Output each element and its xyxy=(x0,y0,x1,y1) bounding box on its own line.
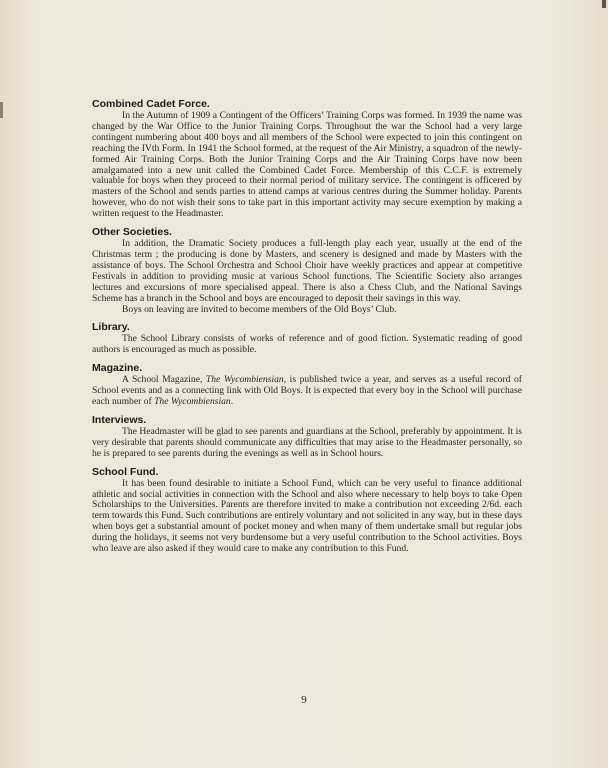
section-heading: Combined Cadet Force. xyxy=(92,98,210,110)
section-paragraph: In the Autumn of 1909 a Contingent of the Officers’ Training Corps was formed. In 1939 the name was changed by the War Office to the Junior Training Corps. Throughout the war the School had a very large contingent numbering about 400 boys and all members of the School were expected to join this contingent on reaching the IVth Form. In 1941 the School formed, at the request of the Air Ministry, a squadron of the newly-formed Air Training Corps. Both the Junior Training Corps and the Air Training Corps have now been amalgamated into a new unit called the Combined Cadet Force. Membership of this C.C.F. is extremely valuable for boys when they proceed to their normal period of military service. The contingent is officered by masters of the School and sends parties to attend camps at various centres during the Summer holiday. Parents however, who do not wish their sons to take part in this important activity may secure exemption by making a written request to the Headmaster. xyxy=(92,110,522,220)
section-paragraph: In addition, the Dramatic Society produces a full-length play each year, usually at the end of the Christmas term ; the producing is done by Masters, and scenery is designed and made by Masters with the assistance of boys. The School Orchestra and School Choir have weekly practices and appear at competitive Festivals in addition to providing music at various School functions. The Scientific Society also arranges lectures and excursions of more specialised appeal. There is also a Chess Club, and the National Savings Scheme has a branch in the School and boys are encouraged to deposit their savings in this way. xyxy=(92,238,522,304)
section-heading: School Fund. xyxy=(92,465,159,478)
section-interviews xyxy=(92,414,522,460)
section-paragraph: Boys on leaving are invited to become members of the Old Boys’ Club. xyxy=(122,303,397,315)
section-heading: Magazine. xyxy=(92,362,143,375)
section-paragraph: The School Library consists of works of reference and of good fiction. Systematic reading of good authors is encouraged as much as possible. xyxy=(92,333,522,356)
paragraph-text: , is published twice a year, and serves as a useful record of School events and as a connecting link with Old Boys. It is expected that every boy in the School will purchase each number of xyxy=(92,374,522,408)
section-heading: Library. xyxy=(92,321,130,334)
section-paragraph: The Headmaster will be glad to see parents and guardians at the School, preferably by appointment. It is very desirable that parents should communicate any difficulties that may arise to the Headmaster personally, so he is prepared to see parents during the evenings as well as in School hours. xyxy=(92,425,522,459)
page-body xyxy=(92,98,522,561)
paragraph-text: . xyxy=(230,396,234,408)
section-magazine xyxy=(92,362,522,408)
scan-corner-mark xyxy=(602,0,606,8)
page-number: 9 xyxy=(301,694,307,706)
magazine-title: The Wycombiensian xyxy=(154,396,231,408)
section-heading: Other Societies. xyxy=(92,226,172,239)
section-school-fund xyxy=(92,466,522,555)
section-other-societies xyxy=(92,226,522,315)
scan-edge-mark xyxy=(0,102,3,118)
paragraph-text: A School Magazine, xyxy=(122,374,206,386)
section-library xyxy=(92,321,522,356)
section-paragraph: It has been found desirable to initiate a School Fund, which can be very useful to finance additional athletic and social activities in connection with the School and also where necessary to help boys to take Open Scholarships to the Universities. Parents are therefore invited to make a contribution not exceeding 2/6d. each term towards this Fund. Such contributions are entirely voluntary and not solicited in any way, but in these days when boys get a substantial amount of pocket money and when many of them undertake small but regular jobs during the holidays, it seems not very burdensome but a very useful contribution to the School activities. Boys who leave are also asked if they would care to make any contribution to this Fund. xyxy=(92,477,522,555)
section-heading: Interviews. xyxy=(92,413,147,426)
magazine-title: The Wycombiensian xyxy=(205,374,284,386)
section-combined-cadet-force xyxy=(92,98,522,220)
section-paragraph xyxy=(92,375,522,408)
